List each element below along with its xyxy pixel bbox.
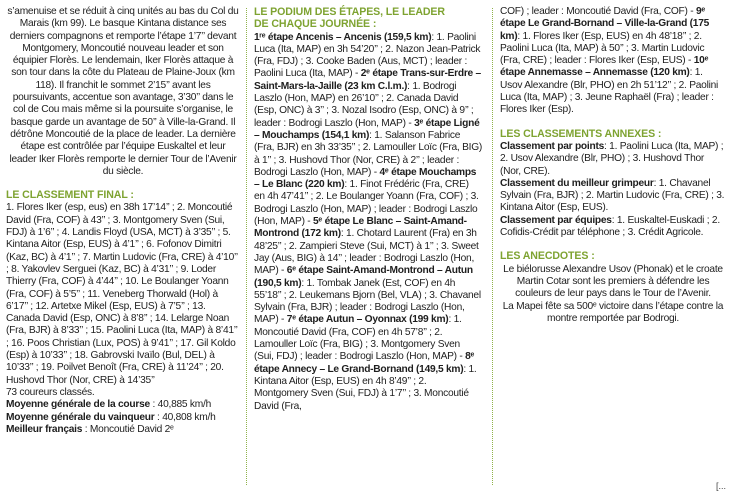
stage-result: : 1. Finot Frédéric (Fra, CRE) en 4h 47’41’’ ; 2. Le Boulanger Yoann (Fra, COF) ; 3. Bodrogi Laszlo (Hon, MAP) ; leader : Bodrogi Laszlo (Hon, MAP) - [254, 179, 479, 228]
points-text: : 1. Paolini Luca (Ita, MAP) ; 2. Usov Alexandre (Blr, PHO) ; 3. Hushovd Thor (Nor, CRE). [500, 140, 724, 177]
stage-title: 5ᵉ étape Le Blanc – Saint-Amand-Montrond (172 km) [254, 216, 467, 240]
stage-title: 3ᵉ étape Ligné – Mouchamps (154,1 km) [254, 117, 480, 141]
finishers-count: 73 coureurs classés. [6, 386, 95, 398]
stage-title: 6ᵉ étape Saint-Amand-Montrond – Autun (190,5 km) [254, 265, 473, 289]
points-label: Classement par points [500, 140, 605, 152]
stage-title: 2ᵉ étape Trans-sur-Erdre – Saint-Mars-la-Jaille (23 km C.l.m.) [254, 68, 481, 92]
stage-title: 4ᵉ étape Mouchamps – Le Blanc (220 km) [254, 166, 477, 191]
column-3 [500, 6, 726, 325]
stage-result: : 1. Flores Iker (Esp, EUS) en 4h 48’18’’ ; 2. Paolini Luca (Ita, MAP) à 50’’ ; 3. Martin Ludovic (Fra, CRE) ; leader : Flores Iker (Esp, EUS) - [500, 30, 705, 67]
stage-result: : 1. Salanson Fabrice (Fra, BJR) en 3h 33’35’’ ; 2. Lamouller Loïc (Fra, BIG) à 1’’ ; 3. Hushovd Thor (Nor, CRE) à 2’’ ; leader : Bodrogi Laszlo (Hon, MAP) - [254, 129, 483, 178]
best-french-line [6, 424, 240, 436]
points-classification [500, 141, 726, 178]
teams-label: Classement par équipes [500, 214, 612, 226]
climber-classification [500, 178, 726, 215]
stage-title: 7ᵉ étape Autun – Oyonnax (199 km) [286, 314, 449, 326]
best-french-value: : Moncoutié David 2ᵉ [84, 423, 174, 435]
stage-podium-heading [254, 6, 482, 31]
stage-podium-heading-line2: DE CHAQUE JOURNÉE : [254, 18, 377, 31]
stage-podium-heading-line1: LE PODIUM DES ÉTAPES, LE LEADER [254, 6, 445, 18]
stage-result: : 1. Bodrogi Laszlo (Hon, MAP) en 26’10’’ ; 2. Canada David (Esp, ONC) à 3’’ ; 3. Nozal Isodro (Esp, ONC) à 9’’ ; leader : Bodrogi Laszlo (Hon, MAP) - [254, 80, 474, 129]
avg-course-line [6, 399, 240, 411]
avg-winner-line [6, 412, 240, 424]
teams-text: : 1. Euskaltel-Euskadi ; 2. Cofidis-Crédit par téléphone ; 3. Crédit Agricole. [500, 214, 720, 239]
stage-title: 10ᵉ étape Annemasse – Annemasse (120 km) [500, 55, 709, 79]
stage-result: : 1. Paolini Luca (Ita, MAP) en 3h 54’20’’ ; 2. Nazon Jean-Patrick (Fra, FDJ) ; 3. Cooke Baden (Aus, MCT) ; leader : Paolini Luca (Ita, MAP) - [254, 31, 481, 80]
column-1 [6, 6, 240, 436]
avg-winner-value: : 40,808 km/h [157, 411, 216, 423]
column-2 [254, 6, 482, 413]
best-french-label: Meilleur français [6, 423, 83, 435]
stages-text-continued [500, 6, 726, 117]
stage-title: 9ᵉ étape Le Grand-Bornand – Ville-la-Grand (175 km) [500, 6, 710, 42]
avg-course-value: : 40,885 km/h [152, 399, 211, 411]
climber-text: : 1. Chavanel Sylvain (Fra, BJR) ; 2. Martin Ludovic (Fra, CRE) ; 3. Kintana Aitor (Esp, EUS). [500, 177, 725, 214]
anecdotes-heading: LES ANECDOTES : [500, 250, 595, 263]
stage-result: : 1. Kintana Aitor (Esp, EUS) en 4h 8’49’’ ; 2. Montgomery Sven (Sui, FDJ) à 1’7’’ ; 3. Moncoutié David (Fra, [254, 363, 477, 412]
stage-result: : 1. Moncoutié David (Fra, COF) en 4h 57’8’’ ; 2. Lamouller Loïc (Fra, BIG) ; 3. Montgomery Sven (Sui, FDJ) ; leader : Bodrogi Laszlo (Hon, MAP) - [254, 314, 466, 363]
column-divider [246, 8, 247, 485]
annex-classifications-heading: LES CLASSEMENTS ANNEXES : [500, 127, 662, 140]
stage-result: : 1. Chotard Laurent (Fra) en 3h 48’25’’ ; 2. Zampieri Steve (Sui, MCT) à 1’’ ; 3. Sweet Jay (Aus, BIG) à 14’’ ; leader : Bodrogi Laszlo (Hon, MAP) - [254, 228, 479, 277]
final-classification-text: 1. Flores Iker (esp, eus) en 38h 17’14’’ ; 2. Moncoutié David (Fra, COF) à 43’’ ; 3. Montgomery Sven (Sui, FDJ) à 1’6’’ ; 4. Landis Floyd (USA, MCT) à 3’35’’ ; 5. Kintana Aitor (Esp, EUS) à 4’1’’ ; 6. Fofonov Dimitri (Kaz, BC) à 4’1’’ ; 7. Martin Ludovic (Fra, CRE) à 4’10’’ ; 8. Yakovlev Serguei (Kaz, BC) à 4’31’’ ; 9. Loder Thierry (Fra, COF) à 4’44’’ ; 10. Le Boulanger Yoann (Fra, COF) à 5’5’’ ; 11. Veneberg Thorwald (Hol) à 6’17’’ ; 12. Artetxe Mikel (Esp, EUS) à 7’5’’ ; 13. Canada David (Esp, ONC) à 8’8’’ ; 14. Lelarge Noan (Fra, BJR) à 8’33’’ ; 15. Paolini Luca (Ita, MAP) à 8’41’’ ; 16. Poos Christian (Lux, POS) à 9’41’’ ; 17. Gil Koldo (Esp) à 10’33’’ ; 18. Gabrovski Ivaïlo (Bul, DEL) à 10’33’’ ; 19. Poilvet Benoît (Fra, CRE) à 11’24’’ ; 20. Hushovd Thor (Nor, CRE) à 14’35’’ [6, 202, 238, 386]
stage-result: COF) ; leader : Moncoutié David (Fra, COF) - [500, 6, 696, 17]
stage-title: 8ᵉ étape Annecy – Le Grand-Bornand (149,5 km) [254, 351, 475, 375]
intro-paragraph: s’amenuise et se réduit à cinq unités au bas du Col du Marais (km 99). Le basque Kintana distance ses derniers compagnons et remporte l’étape 1’7’’ devant Montgomery, Moncoutié nouveau leader et son équipier Florès. Le lendemain, Iker Florès attaque à son tour dans la côte du Plateau de Plaine-Joux (km 118). Il franchit le sommet 2’15’’ avant les poursuivants, accentue son avantage, 3’30’’ dans le col de Cou mais même si la poursuite s’organise, le basque garde un avantage de 50’’ à Ville-la-Grand. Il détrône Moncoutié de la place de leader. La dernière étape est contrôlée par l’équipe Euskaltel et leur leader Iker Florès remporte le dernier Tour de l’Avenir du siècle. [7, 6, 239, 177]
avg-winner-label: Moyenne générale du vainqueur [6, 411, 155, 423]
stages-text [254, 32, 482, 413]
anecdote-paragraph: Le biélorusse Alexandre Usov (Phonak) et le croate Martin Cotar sont les premiers à défendre les couleurs de leur pays dans le Tour de l’Avenir. [503, 263, 723, 300]
stage-result: : 1. Usov Alexandre (Blr, PHO) en 2h 51’12’’ ; 2. Paolini Luca (Ita, MAP) ; 3. Jeune Raphaël (Fra) ; leader : Flores Iker (Esp). [500, 67, 719, 116]
continuation-mark: [... [715, 481, 726, 491]
final-classification-heading: LE CLASSEMENT FINAL : [6, 189, 134, 202]
teams-classification [500, 215, 726, 240]
climber-label: Classement du meilleur grimpeur [500, 177, 654, 189]
anecdote-paragraph: La Mapei fête sa 500ᵉ victoire dans l’étape contre la montre remportée par Bodrogi. [502, 300, 724, 324]
column-divider [492, 8, 493, 485]
avg-course-label: Moyenne générale de la course [6, 399, 150, 411]
stage-title: 1ʳᵉ étape Ancenis – Ancenis (159,5 km) [254, 31, 432, 43]
stage-result: : 1. Tombak Janek (Est, COF) en 4h 55’18’’ ; 2. Leukemans Bjorn (Bel, VLA) ; 3. Chavanel Sylvain (Fra, BJR) ; leader : Bodrogi Laszlo (Hon, MAP) - [254, 277, 481, 326]
